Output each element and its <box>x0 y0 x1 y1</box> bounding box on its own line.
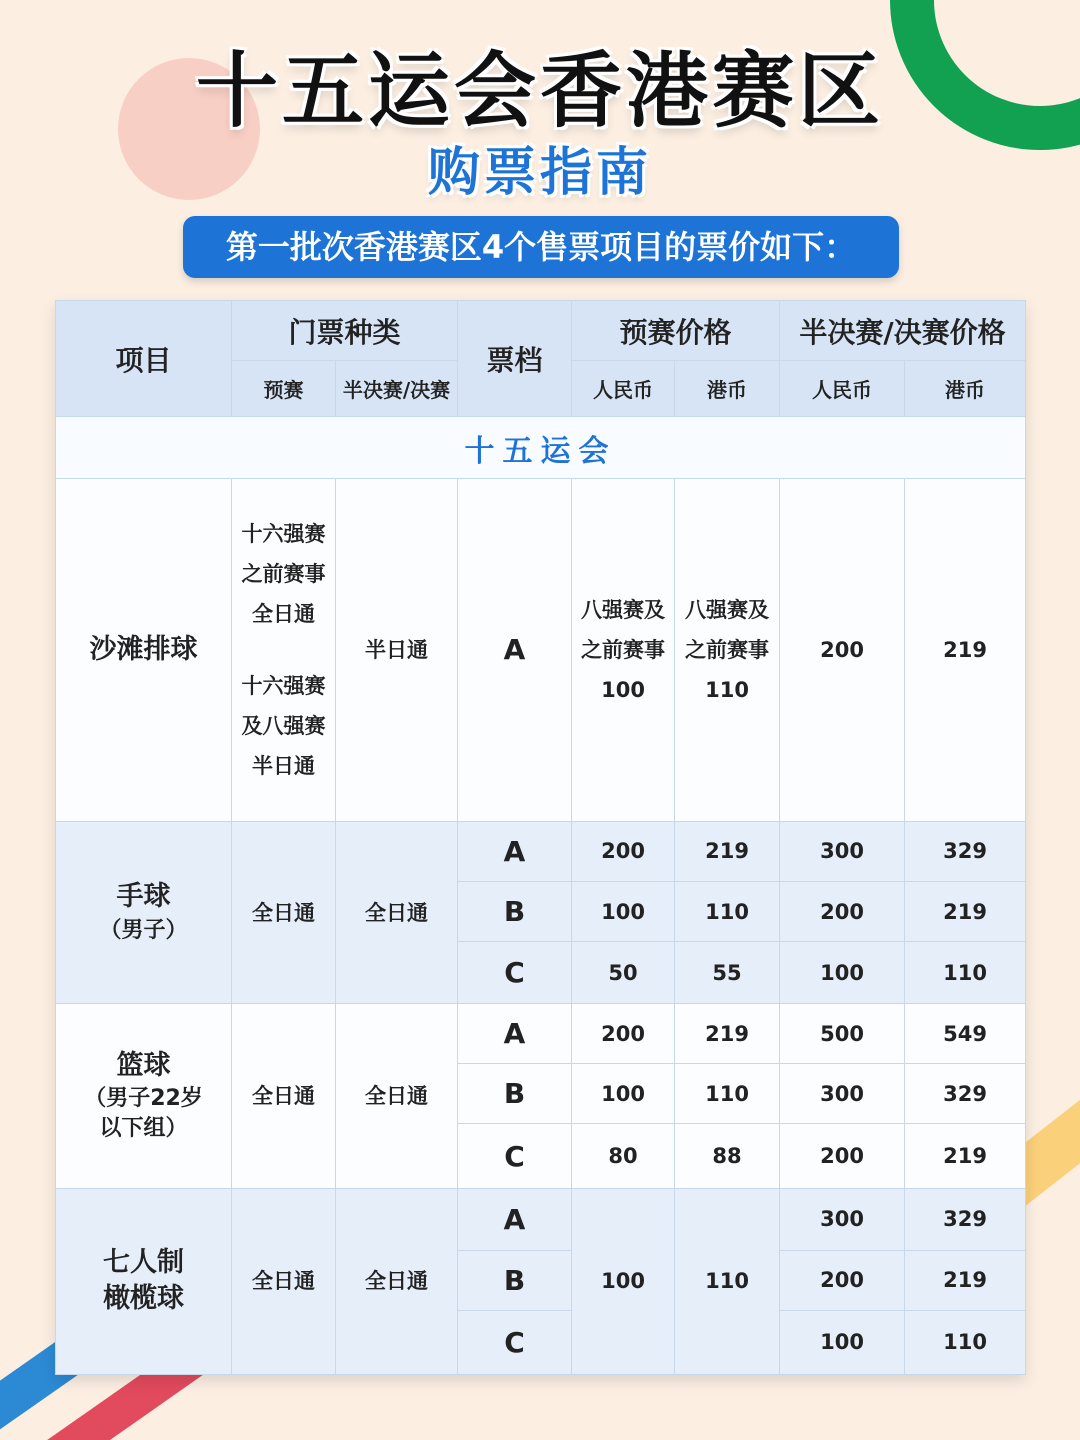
final-hkd: 219 <box>905 1250 1026 1310</box>
final-rmb: 300 <box>780 1188 905 1250</box>
final-hkd: 329 <box>905 821 1026 881</box>
ticket-tier: A <box>458 1188 572 1250</box>
event-name: 沙滩排球 <box>56 479 232 822</box>
final-hkd: 549 <box>905 1004 1026 1064</box>
price-table <box>55 300 1026 1375</box>
prelim-hkd: 88 <box>675 1124 780 1188</box>
table-row <box>56 479 1026 822</box>
final-hkd: 110 <box>905 942 1026 1004</box>
ticket-tier: A <box>458 1004 572 1064</box>
final-ticket-type: 全日通 <box>336 1004 458 1188</box>
prelim-hkd: 110 <box>675 881 780 941</box>
table-row <box>56 821 1026 881</box>
header-hkd: 港币 <box>675 361 780 417</box>
ticket-tier: C <box>458 1310 572 1374</box>
final-rmb: 100 <box>780 1310 905 1374</box>
header-prelim: 预赛 <box>232 361 336 417</box>
header-hkd: 港币 <box>905 361 1026 417</box>
prelim-hkd: 110 <box>675 1188 780 1374</box>
final-hkd: 329 <box>905 1064 1026 1124</box>
prelim-hkd: 55 <box>675 942 780 1004</box>
prelim-rmb: 200 <box>572 821 675 881</box>
event-name: 手球 （男子） <box>56 821 232 1003</box>
prelim-rmb: 100 <box>572 1064 675 1124</box>
final-ticket-type: 半日通 <box>336 479 458 822</box>
ticket-tier: B <box>458 1250 572 1310</box>
final-rmb: 500 <box>780 1004 905 1064</box>
final-hkd: 219 <box>905 881 1026 941</box>
page-subtitle: 购票指南 <box>427 143 652 203</box>
header-prelim-price: 预赛价格 <box>572 301 780 361</box>
final-rmb: 200 <box>780 1250 905 1310</box>
prelim-hkd: 八强赛及 之前赛事 110 <box>675 479 780 822</box>
header-rmb: 人民币 <box>780 361 905 417</box>
final-rmb: 200 <box>780 1124 905 1188</box>
prelim-hkd: 110 <box>675 1064 780 1124</box>
prelim-rmb: 100 <box>572 1188 675 1374</box>
prelim-ticket-type: 全日通 <box>232 1188 336 1374</box>
prelim-ticket-type: 全日通 <box>232 1004 336 1188</box>
header-event: 项目 <box>56 301 232 417</box>
intro-banner: 第一批次香港赛区4个售票项目的票价如下： <box>183 216 899 278</box>
final-rmb: 200 <box>780 479 905 822</box>
page-title: 十五运会香港赛区 <box>195 44 884 139</box>
prelim-rmb: 80 <box>572 1124 675 1188</box>
final-rmb: 300 <box>780 1064 905 1124</box>
header-final-price: 半决赛/决赛价格 <box>780 301 1026 361</box>
prelim-rmb: 50 <box>572 942 675 1004</box>
table-row <box>56 1004 1026 1064</box>
prelim-rmb: 八强赛及 之前赛事 100 <box>572 479 675 822</box>
prelim-rmb: 200 <box>572 1004 675 1064</box>
header-ticket-type: 门票种类 <box>232 301 458 361</box>
final-ticket-type: 全日通 <box>336 821 458 1003</box>
event-name: 七人制 橄榄球 <box>56 1188 232 1374</box>
final-rmb: 100 <box>780 942 905 1004</box>
prelim-rmb: 100 <box>572 881 675 941</box>
final-hkd: 219 <box>905 1124 1026 1188</box>
section-title: 十五运会 <box>56 417 1026 479</box>
event-name: 篮球 （男子22岁 以下组） <box>56 1004 232 1188</box>
header-semi-final: 半决赛/决赛 <box>336 361 458 417</box>
prelim-hkd: 219 <box>675 1004 780 1064</box>
table-row <box>56 1188 1026 1250</box>
final-ticket-type: 全日通 <box>336 1188 458 1374</box>
header-tier: 票档 <box>458 301 572 417</box>
ticket-tier: C <box>458 942 572 1004</box>
final-hkd: 329 <box>905 1188 1026 1250</box>
final-rmb: 300 <box>780 821 905 881</box>
ticket-tier: C <box>458 1124 572 1188</box>
prelim-ticket-type: 十六强赛 之前赛事 全日通 十六强赛 及八强赛 半日通 <box>232 479 336 822</box>
ticket-tier: A <box>458 821 572 881</box>
final-rmb: 200 <box>780 881 905 941</box>
final-hkd: 219 <box>905 479 1026 822</box>
prelim-ticket-type: 全日通 <box>232 821 336 1003</box>
header-rmb: 人民币 <box>572 361 675 417</box>
ticket-tier: A <box>458 479 572 822</box>
ticket-tier: B <box>458 881 572 941</box>
prelim-hkd: 219 <box>675 821 780 881</box>
ticket-tier: B <box>458 1064 572 1124</box>
final-hkd: 110 <box>905 1310 1026 1374</box>
